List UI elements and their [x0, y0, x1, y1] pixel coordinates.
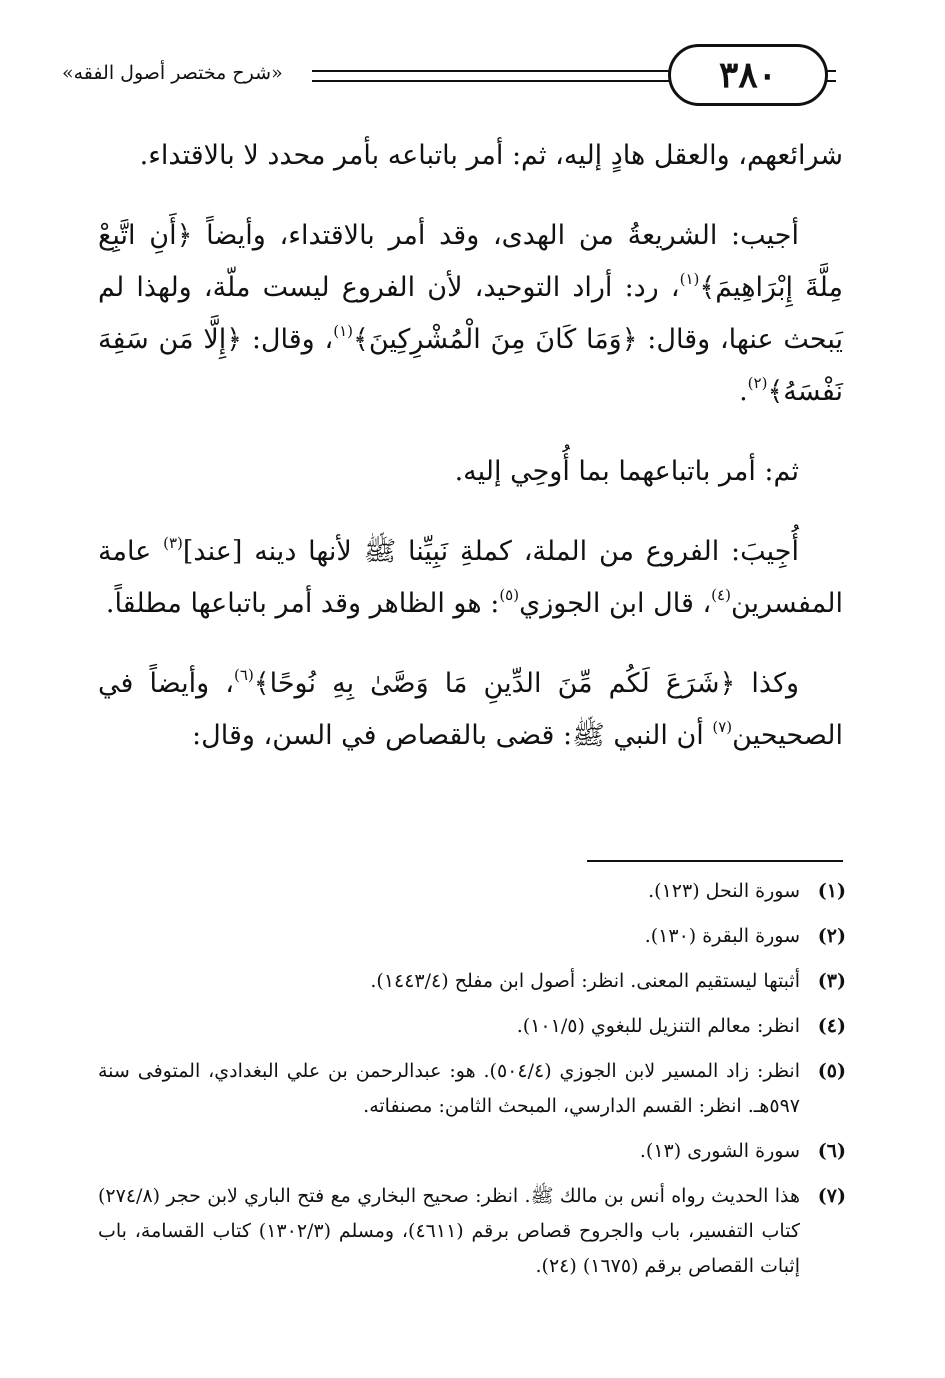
book-title: «شرح مختصر أصول الفقه» — [62, 62, 283, 84]
footnote-text: انظر: معالم التنزيل للبغوي (١٠١/٥). — [516, 1015, 800, 1037]
footnote-item — [98, 1179, 846, 1284]
paragraph: شرائعهم، والعقل هادٍ إليه، ثم: أمر باتباعه بأمر محدد لا بالاقتداء. — [139, 140, 843, 171]
footnote-text: انظر: زاد المسير لابن الجوزي (٥٠٤/٤). هو: عبدالرحمن بن علي البغدادي، المتوفى سنة ٥٩٧هـ. انظر: القسم الدارسي، المبحث الثامن: مصنفاته. — [98, 1060, 800, 1117]
text-run: أجيب: الشريعةُ من الهدى، وقد أمر بالاقتداء، وأيضاً ﴿أَنِ اتَّبِعْ مِلَّةَ إِبْرَاهِيمَ﴾ — [98, 220, 843, 303]
text-run: أن النبي ﷺ: قضى بالقصاص في السن، وقال: — [192, 720, 713, 751]
paragraph — [98, 658, 843, 762]
footnote-text: سورة النحل (١٢٣). — [648, 880, 800, 902]
footnote-ref[interactable]: (٣) — [163, 534, 183, 552]
text-run: ، رد: أراد التوحيد، لأن الفروع ليست ملّة، ولهذا لم يَبحث عنها، وقال: ﴿وَمَا كَانَ مِنَ الْمُشْرِكِينَ﴾ — [98, 272, 843, 355]
footnote-ref[interactable]: (١) — [333, 322, 353, 340]
text-run: أُجِيبَ: الفروع من الملة، كملةِ نَبِيِّنا ﷺ لأنها دينه [عند] — [182, 536, 799, 567]
text-run: عامة المفسرين — [98, 536, 843, 619]
footnote-ref[interactable]: (٧) — [712, 718, 733, 736]
footnote-number: (١) — [817, 880, 846, 902]
text-run: : هو الظاهر وقد أمر باتباعها مطلقاً. — [105, 588, 500, 619]
paragraph: ثم: أمر باتباعهما بما أُوحِي إليه. — [454, 456, 799, 487]
footnote-text: سورة الشورى (١٣). — [639, 1140, 800, 1162]
footnote-item — [98, 1054, 846, 1124]
footnote-item — [98, 1009, 846, 1044]
page-number: ٣٨٠ — [668, 44, 828, 106]
footnote-text: أثبتها ليستقيم المعنى. انظر: أصول ابن مفلح (١٤٤٣/٤). — [370, 970, 800, 992]
footnote-number: (٤) — [817, 1015, 846, 1037]
text-run: ، وقال: ﴿إِلَّا مَن سَفِهَ نَفْسَهُ﴾ — [98, 324, 843, 407]
footnote-number: (٥) — [817, 1060, 846, 1082]
text-run: ، قال ابن الجوزي — [519, 588, 712, 619]
footnote-text: هذا الحديث رواه أنس بن مالك ﷺ. انظر: صحيح البخاري مع فتح الباري لابن حجر (٢٧٤/٨) كتاب التفسير، باب والجروح قصاص برقم (٤٦١١)، ومسلم (١٣٠٢/٣) كتاب القسامة، باب إثبات القصاص برقم (١٦٧٥) (٢٤). — [98, 1185, 800, 1277]
text-run: ، وأيضاً في الصحيحين — [98, 668, 843, 751]
footnote-number: (٦) — [817, 1140, 846, 1162]
main-text — [98, 130, 843, 790]
footnote-item — [98, 964, 846, 999]
footnote-item — [98, 874, 846, 909]
footnote-text: سورة البقرة (١٣٠). — [644, 925, 800, 947]
footnote-separator — [587, 860, 843, 862]
paragraph — [98, 210, 843, 418]
footnote-ref[interactable]: (٥) — [499, 586, 520, 604]
footnote-item — [98, 919, 846, 954]
paragraph — [98, 526, 843, 630]
footnote-ref[interactable]: (١) — [679, 270, 700, 288]
footnote-ref[interactable]: (٦) — [234, 666, 254, 684]
footnote-number: (٧) — [817, 1185, 846, 1207]
footnote-ref[interactable]: (٤) — [711, 586, 731, 604]
footnote-item — [98, 1134, 846, 1169]
page-header — [60, 40, 840, 110]
footnote-number: (٣) — [817, 970, 846, 992]
footnote-ref[interactable]: (٢) — [747, 374, 768, 392]
footnote-number: (٢) — [817, 925, 846, 947]
text-run: . — [739, 376, 748, 407]
text-run: وكذا ﴿شَرَعَ لَكُم مِّنَ الدِّينِ مَا وَصَّىٰ بِهِ نُوحًا﴾ — [253, 668, 799, 699]
footnotes — [98, 874, 846, 1294]
